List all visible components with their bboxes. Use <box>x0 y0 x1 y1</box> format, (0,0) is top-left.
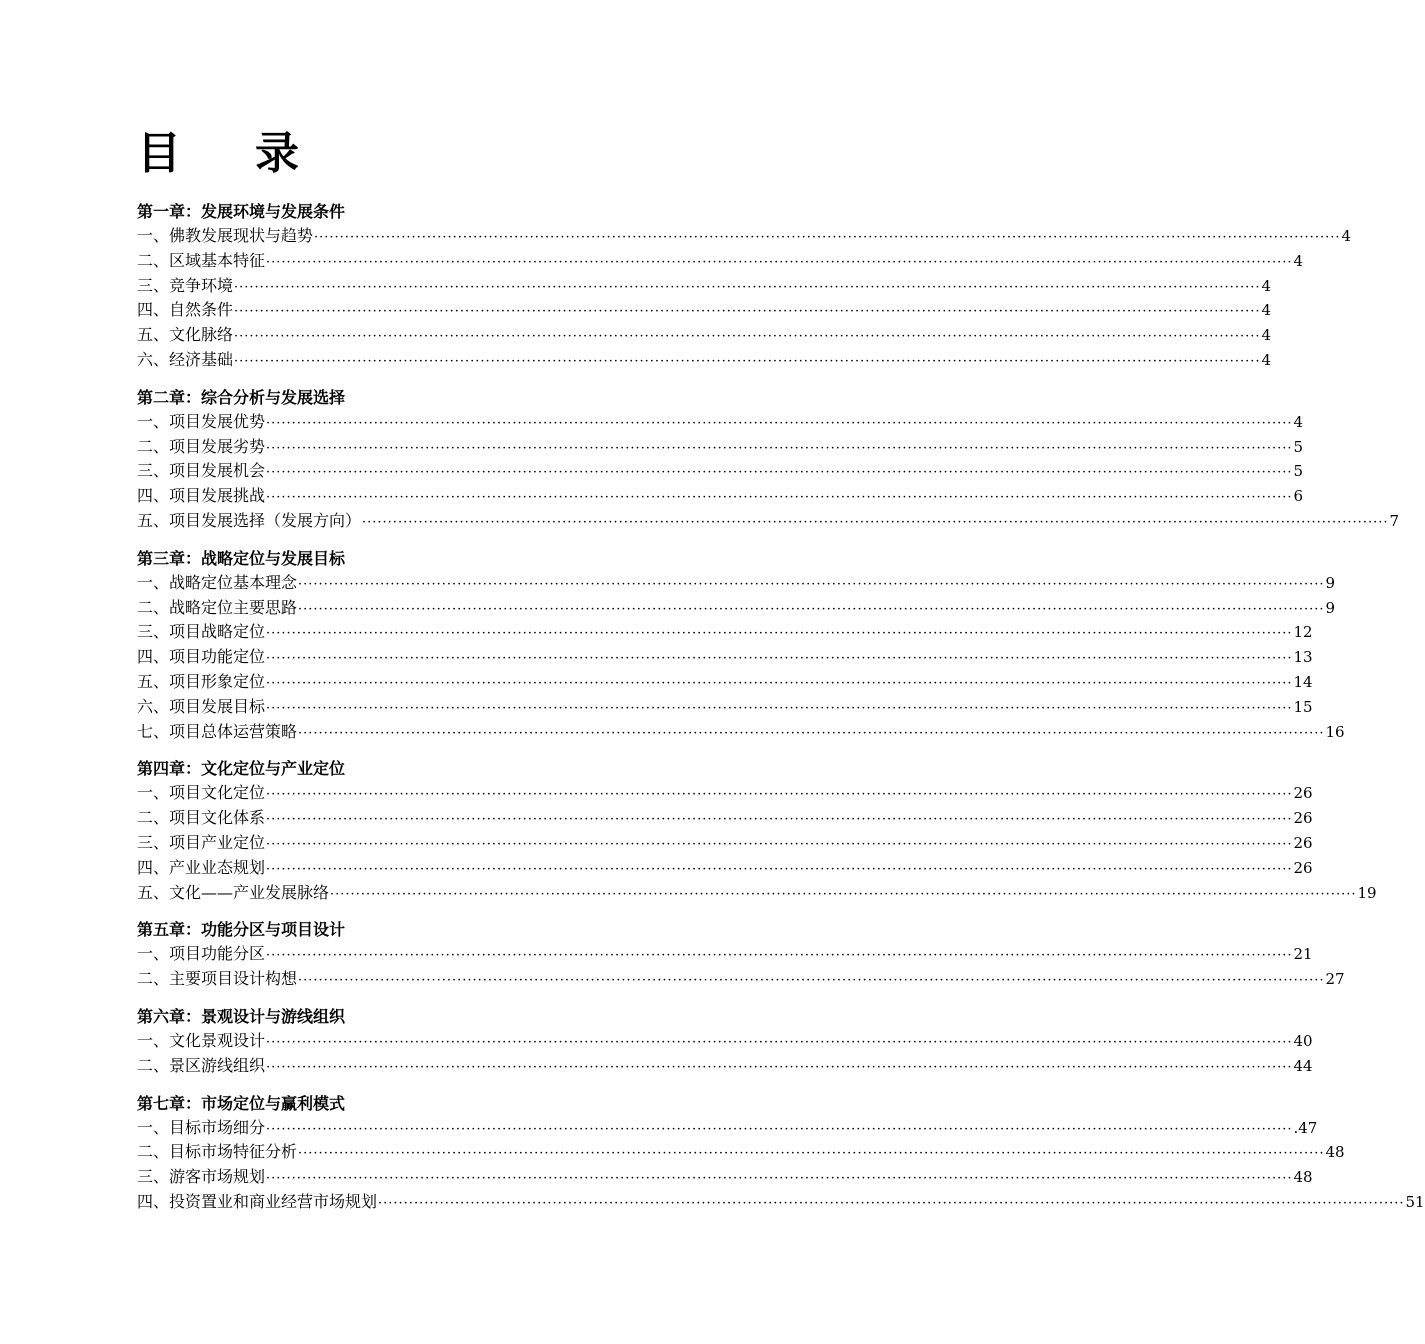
dot-leader: ········································································································································································································ <box>266 1171 1293 1187</box>
chapter-heading: 第一章：发展环境与发展条件 <box>137 202 346 221</box>
toc-chapter <box>137 1005 1313 1079</box>
dot-leader: ········································································································································································································ <box>266 787 1293 803</box>
toc-entry[interactable] <box>137 942 1313 967</box>
toc-entry[interactable] <box>137 1116 1318 1141</box>
toc-entry[interactable] <box>137 224 1352 249</box>
entry-label: 二、目标市场特征分析 <box>137 1142 298 1162</box>
entry-label: 二、项目文化体系 <box>137 808 266 828</box>
entry-page-number: 16 <box>1325 722 1345 741</box>
entry-page-number: 26 <box>1293 809 1313 828</box>
entry-page-number: .47 <box>1293 1118 1318 1137</box>
entry-page-number: 4 <box>1293 412 1304 431</box>
entry-label: 六、项目发展目标 <box>137 696 266 716</box>
entry-page-number: 26 <box>1293 784 1313 803</box>
entry-label: 一、项目发展优势 <box>137 411 266 431</box>
entry-page-number: 6 <box>1293 487 1304 506</box>
entry-label: 三、项目发展机会 <box>137 461 266 481</box>
toc-entry[interactable] <box>137 806 1313 831</box>
entry-label: 六、经济基础 <box>137 349 234 369</box>
entry-label: 五、文化——产业发展脉络 <box>137 882 330 902</box>
dot-leader: ········································································································································································································ <box>266 1059 1293 1075</box>
entry-page-number: 4 <box>1293 251 1304 270</box>
toc-entry[interactable] <box>137 435 1304 460</box>
entry-label: 四、项目发展挑战 <box>137 486 266 506</box>
chapter-heading: 第四章：文化定位与产业定位 <box>137 759 346 779</box>
entry-page-number: 21 <box>1293 945 1313 964</box>
toc-entry[interactable] <box>137 1140 1345 1165</box>
toc-entry[interactable] <box>137 509 1400 534</box>
entry-page-number: 5 <box>1293 462 1304 481</box>
toc-entry[interactable] <box>137 459 1304 484</box>
dot-leader: ········································································································································································································ <box>298 725 1325 741</box>
entry-page-number: 14 <box>1293 672 1313 691</box>
toc-entry[interactable] <box>137 410 1304 435</box>
entry-label: 四、投资置业和商业经营市场规划 <box>137 1191 378 1211</box>
entry-label: 二、主要项目设计构想 <box>137 969 298 989</box>
toc-chapter <box>137 757 1377 905</box>
entry-label: 一、目标市场细分 <box>137 1117 266 1137</box>
dot-leader: ········································································································································································································ <box>330 886 1357 902</box>
table-of-contents <box>137 200 1425 1228</box>
entry-page-number: 13 <box>1293 648 1313 667</box>
toc-entry[interactable] <box>137 856 1313 881</box>
dot-leader: ········································································································································································································ <box>314 230 1341 245</box>
dot-leader: ········································································································································································································ <box>266 490 1293 506</box>
toc-entry[interactable] <box>137 298 1272 323</box>
entry-page-number: 19 <box>1357 883 1377 902</box>
dot-leader: ········································································································································································································ <box>266 675 1293 691</box>
entry-label: 二、区域基本特征 <box>137 250 266 270</box>
toc-entry[interactable] <box>137 249 1304 274</box>
entry-page-number: 15 <box>1293 697 1313 716</box>
entry-page-number: 4 <box>1261 301 1272 320</box>
dot-leader: ········································································································································································································ <box>266 465 1293 481</box>
dot-leader: ········································································································································································································ <box>266 440 1293 456</box>
dot-leader: ········································································································································································································ <box>266 861 1293 877</box>
dot-leader: ········································································································································································································ <box>266 812 1293 828</box>
dot-leader: ········································································································································································································ <box>378 1195 1405 1211</box>
toc-entry[interactable] <box>137 645 1313 670</box>
entry-label: 二、景区游线组织 <box>137 1055 266 1075</box>
entry-label: 二、项目发展劣势 <box>137 436 266 456</box>
entry-page-number: 5 <box>1293 437 1304 456</box>
dot-leader: ········································································································································································································ <box>234 329 1261 345</box>
entry-page-number: 9 <box>1325 598 1336 617</box>
entry-label: 一、战略定位基本理念 <box>137 572 298 592</box>
entry-page-number: 4 <box>1261 326 1272 345</box>
entry-label: 一、文化景观设计 <box>137 1030 266 1050</box>
dot-leader: ········································································································································································································ <box>266 415 1293 431</box>
toc-entry[interactable] <box>137 695 1313 720</box>
chapter-heading: 第五章：功能分区与项目设计 <box>137 920 346 940</box>
entry-label: 四、产业业态规划 <box>137 857 266 877</box>
toc-entry[interactable] <box>137 781 1313 806</box>
entry-label: 四、自然条件 <box>137 300 234 320</box>
toc-entry[interactable] <box>137 670 1313 695</box>
page-title: 目录 <box>137 128 373 179</box>
toc-entry[interactable] <box>137 1029 1313 1054</box>
entry-label: 一、佛教发展现状与趋势 <box>137 226 314 245</box>
dot-leader: ········································································································································································································ <box>298 1146 1325 1162</box>
entry-label: 一、项目功能分区 <box>137 944 266 964</box>
chapter-heading: 第六章：景观设计与游线组织 <box>137 1006 346 1026</box>
entry-label: 七、项目总体运营策略 <box>137 721 298 741</box>
entry-page-number: 7 <box>1389 511 1400 530</box>
toc-chapter <box>137 547 1345 745</box>
entry-page-number: 4 <box>1261 276 1272 295</box>
dot-leader: ········································································································································································································ <box>266 626 1293 642</box>
toc-chapter <box>137 386 1400 534</box>
toc-entry[interactable] <box>137 881 1377 906</box>
entry-page-number: 48 <box>1293 1168 1313 1187</box>
dot-leader: ········································································································································································································ <box>266 836 1293 852</box>
toc-entry[interactable] <box>137 323 1272 348</box>
dot-leader: ········································································································································································································ <box>266 700 1293 716</box>
toc-entry[interactable] <box>137 274 1272 299</box>
chapter-heading: 第二章：综合分析与发展选择 <box>137 387 346 407</box>
dot-leader: ········································································································································································································ <box>266 1034 1293 1050</box>
toc-chapter <box>137 200 1352 373</box>
toc-entry[interactable] <box>137 596 1336 621</box>
dot-leader: ········································································································································································································ <box>266 948 1293 964</box>
toc-entry[interactable] <box>137 720 1345 745</box>
chapter-heading: 第三章：战略定位与发展目标 <box>137 548 346 568</box>
dot-leader: ········································································································································································································ <box>298 601 1325 617</box>
toc-entry[interactable] <box>137 484 1304 509</box>
toc-entry[interactable] <box>137 967 1345 992</box>
entry-page-number: 26 <box>1293 858 1313 877</box>
entry-label: 二、战略定位主要思路 <box>137 597 298 617</box>
toc-entry[interactable] <box>137 571 1336 596</box>
entry-page-number: 44 <box>1293 1056 1313 1075</box>
entry-page-number: 4 <box>1261 350 1272 369</box>
chapter-heading: 第七章：市场定位与赢利模式 <box>137 1093 346 1113</box>
toc-chapter <box>137 1092 1425 1215</box>
entry-page-number: 27 <box>1325 970 1345 989</box>
entry-label: 三、项目战略定位 <box>137 622 266 642</box>
entry-label: 三、竞争环境 <box>137 275 234 295</box>
toc-entry[interactable] <box>137 348 1272 373</box>
dot-leader: ········································································································································································································ <box>266 254 1293 270</box>
entry-label: 三、项目产业定位 <box>137 832 266 852</box>
entry-label: 五、文化脉络 <box>137 325 234 345</box>
entry-label: 四、项目功能定位 <box>137 647 266 667</box>
dot-leader: ········································································································································································································ <box>266 1121 1293 1137</box>
dot-leader: ········································································································································································································ <box>234 353 1261 369</box>
toc-entry[interactable] <box>137 1054 1313 1079</box>
entry-page-number: 4 <box>1341 227 1352 245</box>
toc-entry[interactable] <box>137 620 1313 645</box>
entry-label: 一、项目文化定位 <box>137 783 266 803</box>
toc-chapter <box>137 918 1345 992</box>
toc-entry[interactable] <box>137 831 1313 856</box>
dot-leader: ········································································································································································································ <box>234 304 1261 320</box>
dot-leader: ········································································································································································································ <box>362 514 1389 530</box>
dot-leader: ········································································································································································································ <box>266 651 1293 667</box>
entry-page-number: 40 <box>1293 1031 1313 1050</box>
entry-label: 五、项目形象定位 <box>137 671 266 691</box>
entry-label: 五、项目发展选择（发展方向） <box>137 510 362 530</box>
entry-page-number: 51 <box>1405 1192 1425 1211</box>
entry-page-number: 48 <box>1325 1143 1345 1162</box>
dot-leader: ········································································································································································································ <box>298 576 1325 592</box>
entry-page-number: 12 <box>1293 623 1313 642</box>
dot-leader: ········································································································································································································ <box>234 279 1261 295</box>
entry-page-number: 26 <box>1293 833 1313 852</box>
dot-leader: ········································································································································································································ <box>298 973 1325 989</box>
toc-entry[interactable] <box>137 1165 1313 1190</box>
entry-page-number: 9 <box>1325 573 1336 592</box>
toc-entry[interactable] <box>137 1190 1425 1215</box>
entry-label: 三、游客市场规划 <box>137 1167 266 1187</box>
